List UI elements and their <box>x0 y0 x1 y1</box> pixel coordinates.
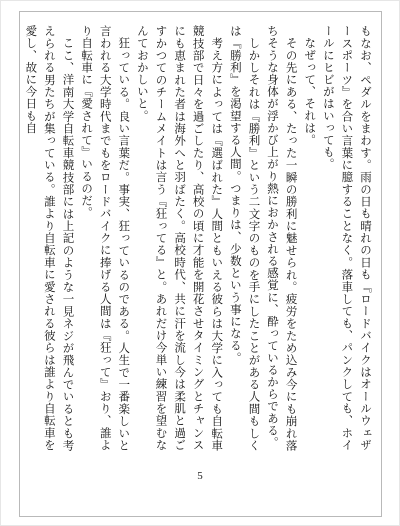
paragraph-4: しかしそれは『勝利』という二文字のものを手にしたことがある人間もしくは『勝利』を渇望する人間。つまりは、少数という事になる。 <box>228 25 262 451</box>
paragraph-1: もなお、ペダルをまわす。雨の日も晴れの日も『ロードバイクはオールウェザースポーツ』を合い言葉に臆することなく。落車しても、パンクしても、ホイールにヒビがはいっても。 <box>321 25 373 451</box>
paragraph-7: ここ、洋南大学自転車競技部には上記のような一見ネジが飛んでいるとも考えられる男たちが集っている。誰より自転車に愛される彼らは誰より自転車を愛し、故に今日も自 <box>24 25 76 451</box>
paragraph-2: なぜって、それは。 <box>303 36 318 146</box>
page-number: 5 <box>197 470 203 482</box>
vertical-body-text <box>19 25 375 451</box>
paragraph-6: 狂っている。良い言葉だ。事実、狂っているのである。人生で一番楽しいと言われる大学時代までもをロードバイクに捧げる人間は『狂って』おり、誰より自転車に『愛されて』いるのだ。 <box>80 25 132 451</box>
paragraph-3: その先にある、たった一瞬の勝利に魅せられ。疲労をため込み今にも崩れ落ちそうな身体が浮かび上がり熱におかされる感覚に、酔っているからである。 <box>266 25 299 451</box>
paragraph-5: 考え方によっては『選ばれた』人間ともいえる彼らは大学に入っても自転車競技部で日々を過ごしたり、高校の頃に才能を開花させタイミングとチャンスにも恵まれた者は海外へと羽ばたく。高校時代、共に汗を流し今は柔肌と過ごすかつてのチームメイトは言う『狂ってる』と。あれだけ今単い練習を望むなんておかしいと。 <box>135 25 225 451</box>
